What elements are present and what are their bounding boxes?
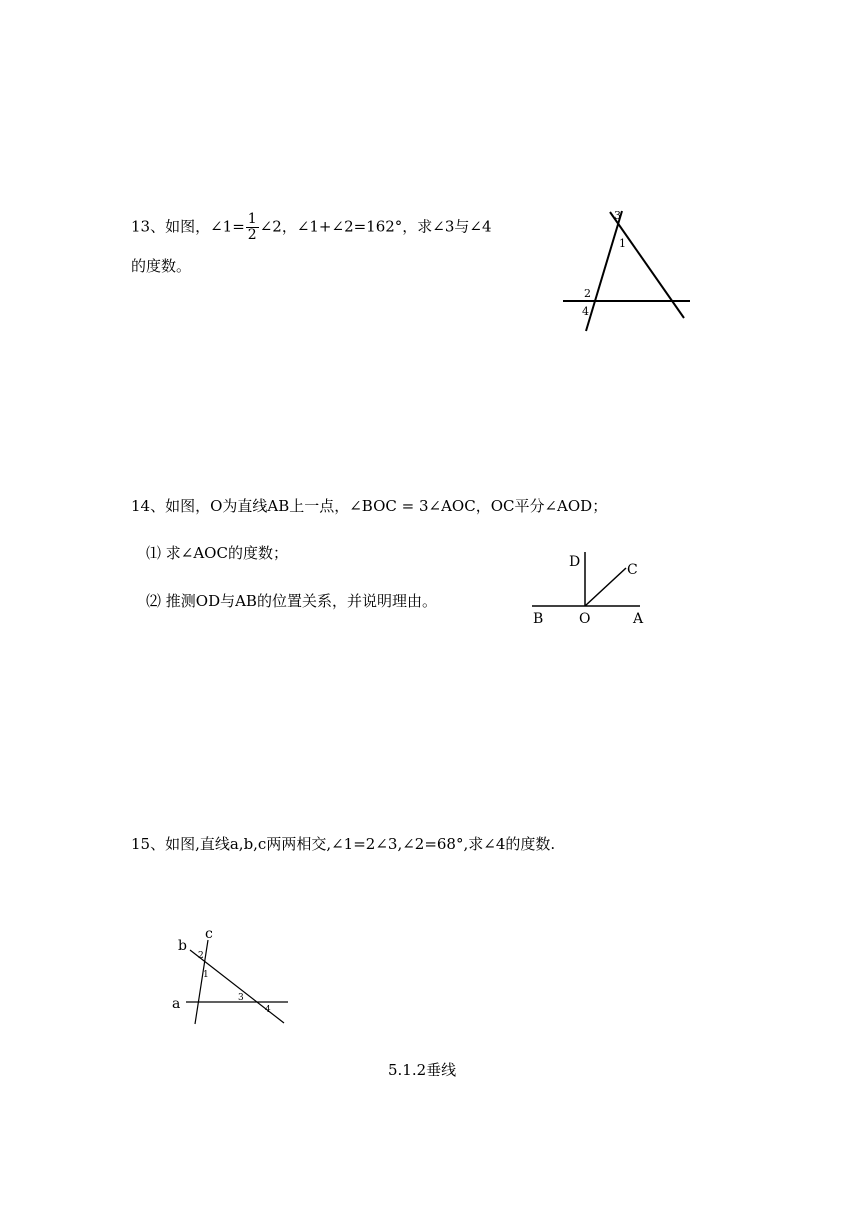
q14-label-b: B xyxy=(533,611,544,627)
q14-label-o: O xyxy=(579,611,591,627)
q14-part1: ⑴ 求∠AOC的度数； xyxy=(146,544,288,562)
q15-label-4: 4 xyxy=(265,1005,271,1015)
q14-part2: ⑵ 推测OD与AB的位置关系，并说明理由。 xyxy=(146,592,437,610)
q15-label-2: 2 xyxy=(198,951,204,961)
q15-label-b: b xyxy=(178,938,187,954)
q13-frac-den: 2 xyxy=(247,227,257,243)
q14-question: 14、如图，O为直线AB上一点，∠BOC = 3∠AOC，OC平分∠AOD； xyxy=(131,497,608,515)
q13-label-2: 2 xyxy=(584,287,591,300)
q13-label-1: 1 xyxy=(619,237,626,250)
q13-label-4: 4 xyxy=(582,305,589,318)
q14-label-c: C xyxy=(627,562,638,578)
q13-frac-num: 1 xyxy=(247,211,257,227)
q13-prefix: 13、如图，∠1= xyxy=(131,217,245,236)
q14-label-a: A xyxy=(633,611,644,627)
q14-label-d: D xyxy=(569,554,581,570)
q15-question: 15、如图,直线a,b,c两两相交,∠1=2∠3,∠2=68°,求∠4的度数. xyxy=(131,835,556,853)
section-title: 5.1.2垂线 xyxy=(388,1061,457,1079)
q15-label-1: 1 xyxy=(203,970,209,980)
q13-line2: 的度数。 xyxy=(131,257,192,275)
q15-label-3: 3 xyxy=(238,993,244,1003)
q13-rest: ∠2，∠1+∠2=162°，求∠3与∠4 xyxy=(259,217,492,236)
q15-label-a: a xyxy=(172,996,181,1012)
q13-label-3: 3 xyxy=(614,209,621,222)
q15-label-c: c xyxy=(205,926,213,942)
